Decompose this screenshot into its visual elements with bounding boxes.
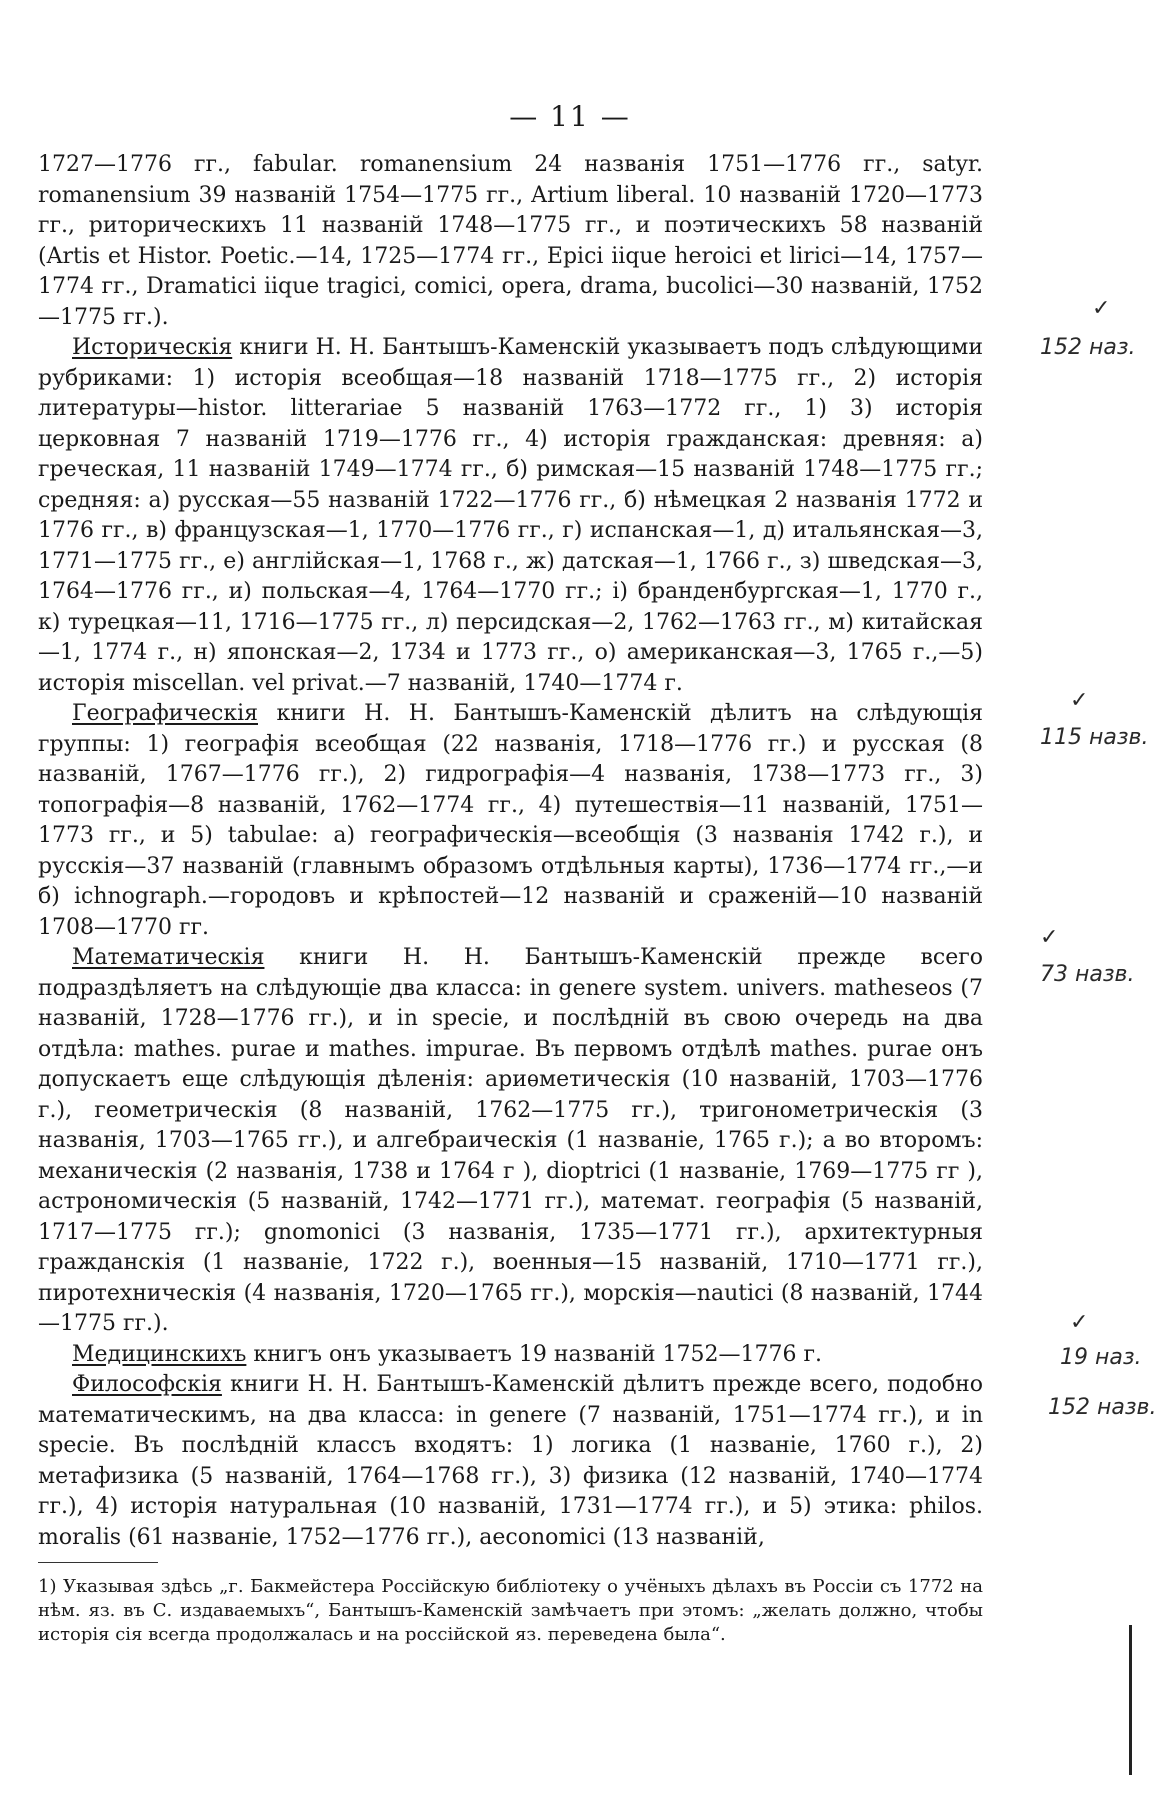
margin-note-mathematics: 73 назв. (1040, 962, 1135, 987)
paragraph-history (38, 333, 983, 699)
paragraph-mathematics-text: книги Н. Н. Бантышъ-Каменскій прежде всего подраздѣляетъ на слѣдующіе два класса: in genere system. univers. matheseos (7 названій, 1728—1776 гг.), и in specie, и послѣдній въ свою очередь на два отдѣла: mathes. purae и mathes. impurae. Въ первомъ отдѣлѣ mathes. purae онъ допускаетъ еще слѣдующія дѣленія: ариѳметическія (10 названій, 1703—1776 г.), геометрическія (8 названій, 1762—1775 гг.), тригонометрическія (3 названія, 1703—1765 гг.), и алгебраическія (1 названіе, 1765 г.); а во второмъ: механическія (2 названія, 1738 и 1764 г ), dioptrici (1 названіе, 1769—1775 гг ), астрономическія (5 названій, 1742—1771 гг.), математ. географія (5 названій, 1717—1775 гг.); gnomonici (3 названія, 1735—1771 гг.), архитектурныя гражданскія (1 названіе, 1722 г.), военныя—15 названій, 1710—1771 гг.), пиротехническія (4 названія, 1720—1765 гг.), морскія—nautici (8 названій, 1744—1775 гг.). (38, 945, 983, 1336)
heading-mathematical: Математическія (72, 945, 265, 970)
paragraph-mathematics (38, 943, 983, 1340)
check-mark-icon: ✓ (1070, 1310, 1089, 1335)
margin-note-philosophy: 152 назв. (1048, 1395, 1157, 1420)
heading-historical: Историческія (72, 335, 233, 360)
check-mark-icon: ✓ (1070, 688, 1089, 713)
footnote (38, 1562, 983, 1647)
check-mark-icon: ✓ (1092, 296, 1111, 321)
paragraph-philosophy (38, 1370, 983, 1553)
margin-note-geography: 115 назв. (1040, 725, 1149, 750)
margin-note-history: 152 наз. (1040, 335, 1136, 360)
paragraph-history-text: книги Н. Н. Бантышъ-Каменскій указываетъ подъ слѣдующими рубриками: 1) исторія всеобщая—18 названій 1718—1775 гг., 2) исторія литературы—histor. litterariae 5 названій 1763—1772 гг., 1) 3) исторія церковная 7 названій 1719—1776 гг., 4) исторія гражданская: древняя: а) греческая, 11 названій 1749—1774 гг., б) римская—15 названій 1748—1775 гг.; средняя: а) русская—55 названій 1722—1776 гг., б) нѣмецкая 2 названія 1772 и 1776 гг., в) французская—1, 1770—1776 гг., г) испанская—1, д) итальянская—3, 1771—1775 гг., е) англійская—1, 1768 г., ж) датская—1, 1766 г., з) шведская—3, 1764—1776 гг., и) польская—4, 1764—1770 гг.; і) бранденбургская—1, 1770 г., к) турецкая—11, 1716—1775 гг., л) персидская—2, 1762—1763 гг., м) китайская—1, 1774 г., н) японская—2, 1734 и 1773 гг., о) американская—3, 1765 г.,—5) исторія miscellan. vel privat.—7 названій, 1740—1774 г. (38, 335, 984, 696)
page-body (38, 150, 983, 1553)
heading-philosophical: Философскія (72, 1372, 222, 1397)
page-number: — 11 — (509, 100, 631, 133)
paragraph-geography-text: книги Н. Н. Бантышъ-Каменскій дѣлитъ на слѣдующія группы: 1) географія всеобщая (22 названія, 1718—1776 гг.) и русская (8 названій, 1767—1776 гг.), 2) гидрографія—4 названія, 1738—1773 гг., 3) топографія—8 названій, 1762—1774 гг., 4) путешествія—11 названій, 1751—1773 гг., и 5) tabulae: а) географическія—всеобщія (3 названія 1742 г.), и русскія—37 названій (главнымъ образомъ отдѣльныя карты), 1736—1774 гг.,—и б) ichnograph.—городовъ и крѣпостей—12 названій и сраженій—10 названій 1708—1770 гг. (38, 701, 983, 940)
paragraph-medicine (38, 1340, 983, 1371)
paragraph-philosophy-text: книги Н. Н. Бантышъ-Каменскій дѣлитъ прежде всего, подобно математическимъ, на два класса: in genere (7 названій, 1751—1774 гг.), и in specie. Въ послѣдній классъ входятъ: 1) логика (1 названіе, 1760 г.), 2) метафизика (5 названій, 1764—1768 гг.), 3) физика (12 названій, 1740—1774 гг.), 4) исторія натуральная (10 названій, 1731—1774 гг.), и 5) этика: philos. moralis (61 названіе, 1752—1776 гг.), aeconomici (13 названій, (38, 1372, 983, 1550)
page-edge-mark (1129, 1625, 1132, 1775)
margin-note-medicine: 19 наз. (1060, 1345, 1142, 1370)
paragraph-geography (38, 699, 983, 943)
paragraph-poetry: 1727—1776 гг., fabular. romanensium 24 названія 1751—1776 гг., satyr. romanensium 39 названій 1754—1775 гг., Artium liberal. 10 названій 1720—1773 гг., риторическихъ 11 названій 1748—1775 гг., и поэтическихъ 58 названій (Artis et Histor. Poetic.—14, 1725—1774 гг., Epici iique heroici et lirici—14, 1757—1774 гг., Dramatici iique tragici, comici, opera, drama, bucolici—30 названій, 1752—1775 гг.). (38, 152, 983, 330)
heading-geographical: Географическія (72, 701, 258, 726)
footnote-divider (38, 1562, 158, 1563)
footnote-text: 1) Указывая здѣсь „г. Бакмейстера Россійскую библіотеку о учёныхъ дѣлахъ въ Россіи съ 1772 на нѣм. яз. въ С. издаваемыхъ“, Бантышъ-Каменскій замѣчаетъ при этомъ: „желать должно, чтобы исторія сія всегда продолжалась и на россійской яз. переведена была“. (38, 1576, 983, 1645)
check-mark-icon: ✓ (1040, 925, 1059, 950)
heading-medical: Медицинскихъ (72, 1341, 247, 1367)
paragraph-medicine-text: книгъ онъ указываетъ 19 названій 1752—1776 г. (253, 1341, 822, 1367)
